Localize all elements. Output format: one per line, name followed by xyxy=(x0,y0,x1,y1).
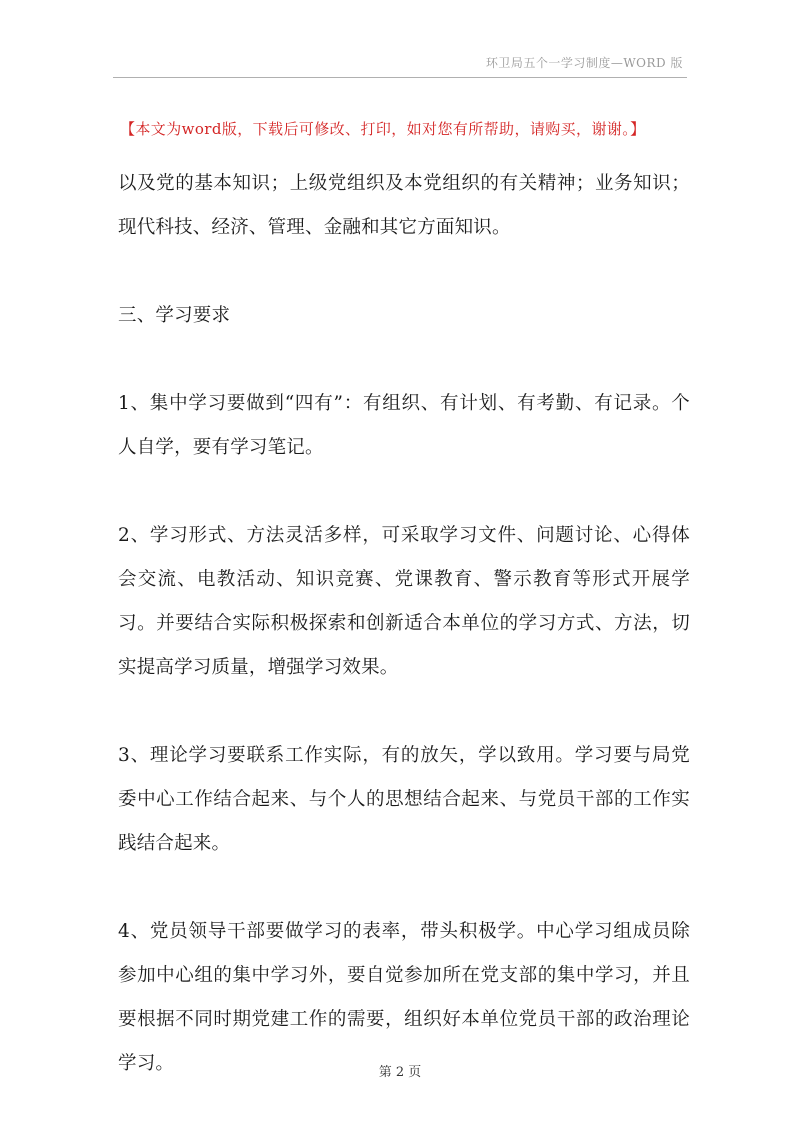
paragraph-requirement-1: 1、集中学习要做到“四有”：有组织、有计划、有考勤、有记录。个人自学，要有学习笔记。 xyxy=(118,393,690,458)
paragraph-requirement-3: 3、理论学习要联系工作实际，有的放矢，学以致用。学习要与局党委中心工作结合起来、与个人的思想结合起来、与党员干部的工作实践结合起来。 xyxy=(118,745,690,854)
running-header: 环卫局五个一学习制度—WORD 版 xyxy=(485,56,683,70)
section-heading-requirements: 三、学习要求 xyxy=(118,305,231,326)
paragraph-requirement-2: 2、学习形式、方法灵活多样，可采取学习文件、问题讨论、心得体会交流、电教活动、知识竞赛、党课教育、警示教育等形式开展学习。并要结合实际积极探索和创新适合本单位的学习方式、方法，切实提高学习质量，增强学习效果。 xyxy=(118,525,690,678)
paragraph-knowledge-scope: 以及党的基本知识；上级党组织及本党组织的有关精神；业务知识；现代科技、经济、管理、金融和其它方面知识。 xyxy=(118,173,690,238)
paragraph-requirement-4: 4、党员领导干部要做学习的表率，带头积极学。中心学习组成员除参加中心组的集中学习外，要自觉参加所在党支部的集中学习，并且要根据不同时期党建工作的需要，组织好本单位党员干部的政治理论学习。 xyxy=(118,921,690,1074)
purchase-notice: 【本文为word版，下载后可修改、打印，如对您有所帮助，请购买，谢谢。】 xyxy=(120,120,646,138)
header-divider xyxy=(113,77,687,78)
document-body xyxy=(118,162,690,1086)
page-number: 第 2 页 xyxy=(378,1065,422,1080)
